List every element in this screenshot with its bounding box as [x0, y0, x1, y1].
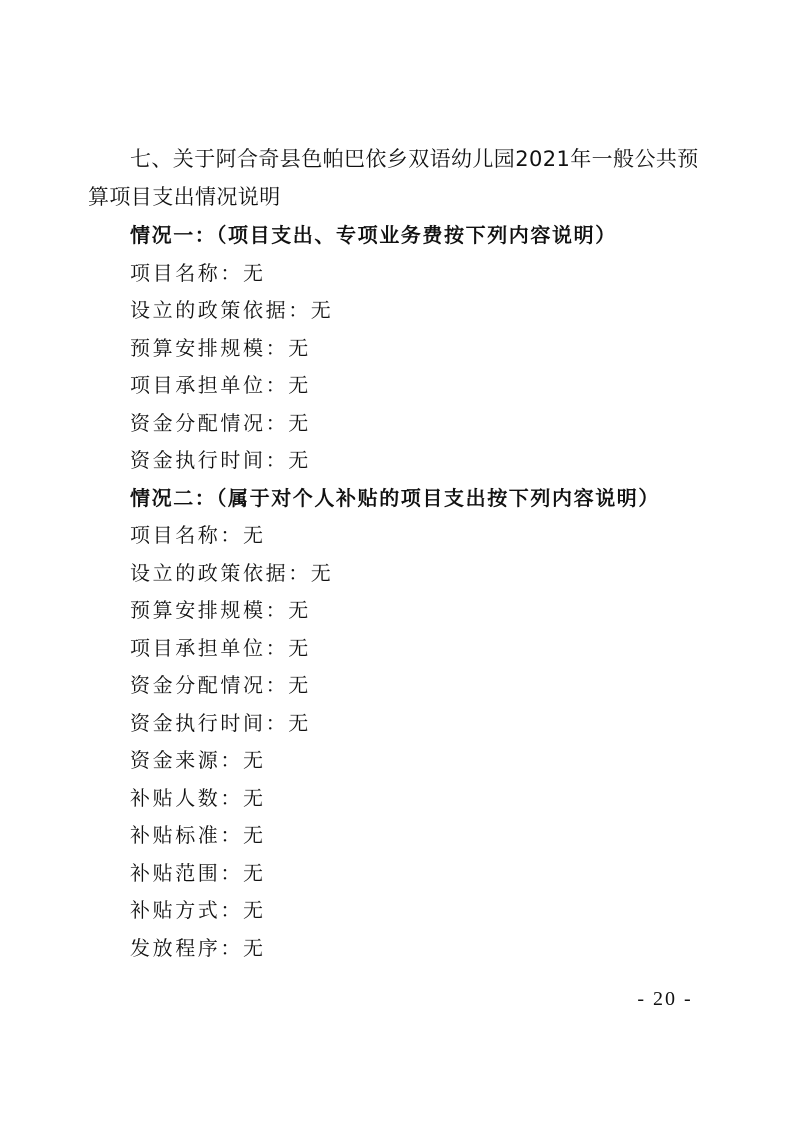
- field-line: 补贴范围：无: [130, 860, 266, 885]
- field-line: 发放程序：无: [130, 935, 266, 960]
- content-lines: [130, 217, 730, 967]
- field-line: 资金执行时间：无: [130, 448, 311, 472]
- field-line: 补贴方式：无: [130, 898, 266, 922]
- case-heading: 情况二：（属于对个人补贴的项目支出按下列内容说明）: [130, 485, 660, 510]
- field-line: 资金分配情况：无: [130, 410, 311, 435]
- field-line: 设立的政策依据：无: [130, 298, 334, 322]
- field-line: 资金来源：无: [130, 748, 266, 772]
- page-number: - 20 -: [637, 988, 693, 1010]
- case-heading: 情况一：（项目支出、专项业务费按下列内容说明）: [130, 223, 617, 247]
- field-line: 项目承担单位：无: [130, 373, 311, 397]
- section-heading: 七、关于阿合奇县色帕巴依乡双语幼儿园2021年一般公共预算项目支出情况说明: [88, 147, 699, 209]
- field-line: 项目承担单位：无: [130, 635, 311, 660]
- field-line: 预算安排规模：无: [130, 335, 311, 360]
- field-line: 资金分配情况：无: [130, 673, 311, 697]
- field-line: 项目名称：无: [130, 523, 266, 547]
- field-line: 设立的政策依据：无: [130, 560, 334, 585]
- field-line: 补贴标准：无: [130, 823, 266, 847]
- field-line: 项目名称：无: [130, 260, 266, 285]
- field-line: 补贴人数：无: [130, 785, 266, 810]
- field-line: 资金执行时间：无: [130, 710, 311, 735]
- field-line: 预算安排规模：无: [130, 598, 311, 622]
